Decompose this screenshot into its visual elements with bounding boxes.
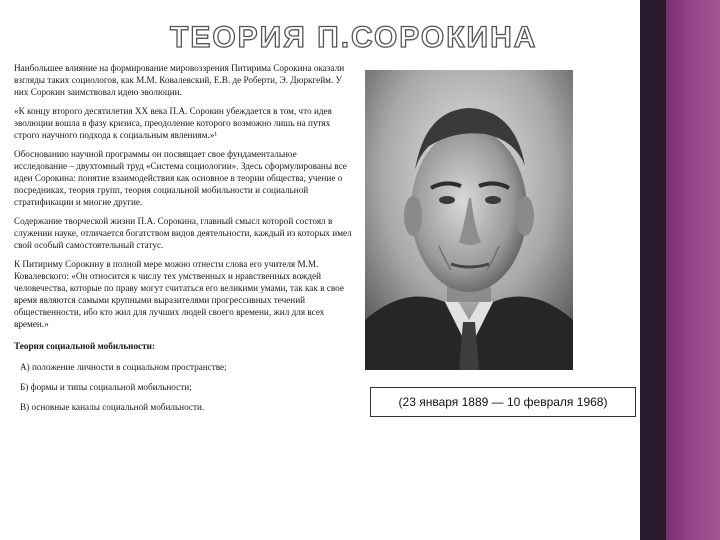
mobility-heading: Теория социальной мобильности: xyxy=(14,341,156,351)
slide-title: ТЕОРИЯ П.СОРОКИНА xyxy=(170,21,538,54)
paragraph-creative-life: Содержание творческой жизни П.А. Сорокина, главный смысл которой состоял в служении науке, отличается богатством видов деятельности, каждый из которых имел свой особый самостоятельный статус. xyxy=(14,216,352,250)
mobility-item: Б) формы и типы социальной мобильности; xyxy=(20,382,192,392)
paragraph-system-sociology: Обоснованию научной программы он посвящает свое фундаментальное исследование – двухтомный труд «Система социологии». Здесь сформулированы все идеи Сорокина: понятие взаимодействия как основное в теории общества, учение о посредниках, теория групп, теория социальной мобильности и социальной стратификации и многие другие. xyxy=(14,149,347,207)
sidebar-accent-band xyxy=(666,0,720,540)
mobility-item: В) основные каналы социальной мобильности. xyxy=(20,402,205,412)
portrait-illustration xyxy=(365,70,573,370)
sidebar-dark-band xyxy=(640,0,666,540)
portrait-photo xyxy=(365,70,573,370)
mobility-item: А) положение личности в социальном пространстве; xyxy=(20,362,227,372)
text-column xyxy=(14,62,352,421)
portrait-dates: (23 января 1889 — 10 февраля 1968) xyxy=(370,387,636,417)
paragraph-influence: Наибольшее влияние на формирование мировоззрения Питирима Сорокина оказали взгляды таких социологов, как М.М. Ковалевский, Е.В. де Роберти, Э. Дюркгейм. У них Сорокин заимствовал идею эволюции. xyxy=(14,63,345,97)
paragraph-kovalevsky-quote: К Питириму Сорокину в полной мере можно отнести слова его учителя М.М. Ковалевского: «Он относится к числу тех умственных и нравственных вождей человечества, которые по праву могут считаться его великими умами, так как в свое время являются самыми крупными выразителями прогрессивных течений общественности, ибо кто жил для лучших людей своего времени, жил для всех времен.» xyxy=(14,259,344,329)
paragraph-evolution-quote: «К концу второго десятилетия XX века П.А. Сорокин убеждается в том, что идея эволюции вошла в фазу кризиса, преодоление которого возможно лишь на путях строго научного подхода к социальным явлениям.»¹ xyxy=(14,106,332,140)
